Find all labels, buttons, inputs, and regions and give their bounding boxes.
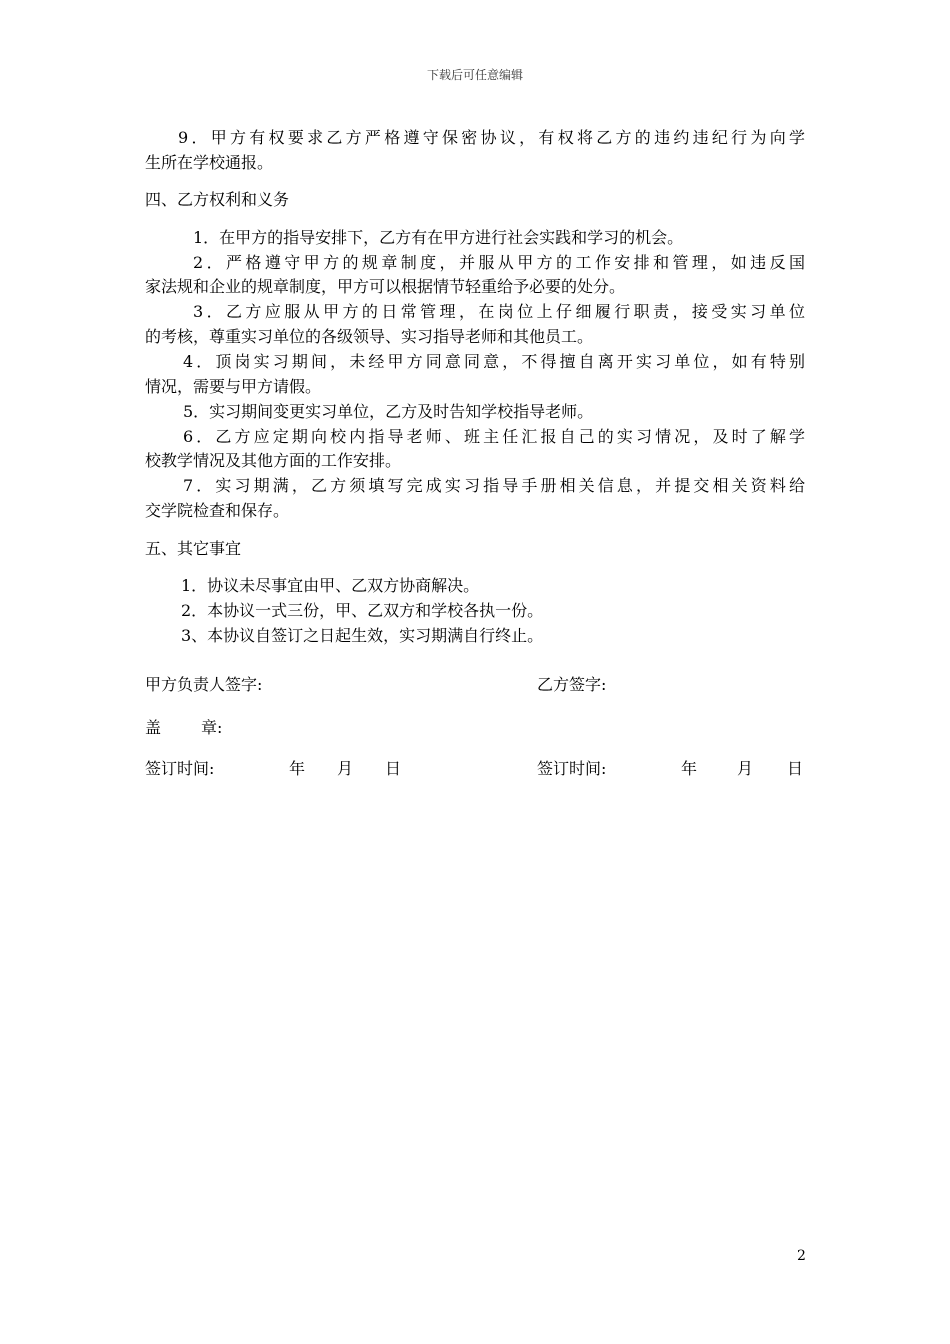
clause-4-4-line-2: 情况，需要与甲方请假。 [145, 377, 322, 396]
clause-4-2-line-1: 2．严格遵守甲方的规章制度，并服从甲方的工作安排和管理，如违反国 [193, 253, 805, 272]
clause-5-1: 1．协议未尽事宜由甲、乙双方协商解决。 [181, 576, 480, 595]
clause-4-6-line-2: 校教学情况及其他方面的工作安排。 [145, 451, 402, 470]
party-b-date-label: 签订时间: [537, 759, 607, 778]
seal-label-char-2: 章: [201, 718, 223, 737]
clause-4-5: 5．实习期间变更实习单位，乙方及时告知学校指导老师。 [183, 402, 594, 421]
seal-label-char-1: 盖 [145, 718, 162, 737]
clause-4-1: 1．在甲方的指导安排下，乙方有在甲方进行社会实践和学习的机会。 [193, 228, 684, 247]
clause-4-2-line-2: 家法规和企业的规章制度，甲方可以根据情节轻重给予必要的处分。 [145, 277, 626, 296]
clause-4-3-line-2: 的考核，尊重实习单位的各级领导、实习指导老师和其他员工。 [145, 327, 594, 346]
clause-4-7-line-1: 7．实习期满，乙方须填写完成实习指导手册相关信息，并提交相关资料给 [183, 476, 805, 495]
party-a-date-month: 月 [337, 759, 354, 778]
party-b-date-year: 年 [681, 759, 698, 778]
party-a-signature-label: 甲方负责人签字: [145, 675, 263, 694]
page-number: 2 [797, 1248, 806, 1264]
party-b-date-month: 月 [737, 759, 754, 778]
clause-4-3-line-1: 3．乙方应服从甲方的日常管理，在岗位上仔细履行职责，接受实习单位 [193, 302, 805, 321]
section-5-heading: 五、其它事宜 [145, 539, 242, 558]
clause-5-2: 2．本协议一式三份，甲、乙双方和学校各执一份。 [181, 601, 544, 620]
page-header: 下载后可任意编辑 [426, 68, 523, 82]
clause-3-9-line-2: 生所在学校通报。 [145, 153, 274, 172]
clause-5-3: 3、本协议自签订之日起生效，实习期满自行终止。 [181, 626, 544, 645]
party-b-signature-label: 乙方签字: [537, 675, 607, 694]
clause-4-6-line-1: 6．乙方应定期向校内指导老师、班主任汇报自己的实习情况，及时了解学 [183, 427, 805, 446]
party-a-date-year: 年 [289, 759, 306, 778]
section-4-heading: 四、乙方权利和义务 [145, 190, 290, 209]
clause-3-9-line-1: 9．甲方有权要求乙方严格遵守保密协议，有权将乙方的违约违纪行为向学 [178, 128, 805, 147]
clause-4-7-line-2: 交学院检查和保存。 [145, 501, 290, 520]
clause-4-4-line-1: 4．顶岗实习期间，未经甲方同意同意，不得擅自离开实习单位，如有特别 [183, 352, 805, 371]
party-a-date-day: 日 [385, 759, 402, 778]
party-a-date-label: 签订时间: [145, 759, 215, 778]
party-b-date-day: 日 [787, 759, 804, 778]
